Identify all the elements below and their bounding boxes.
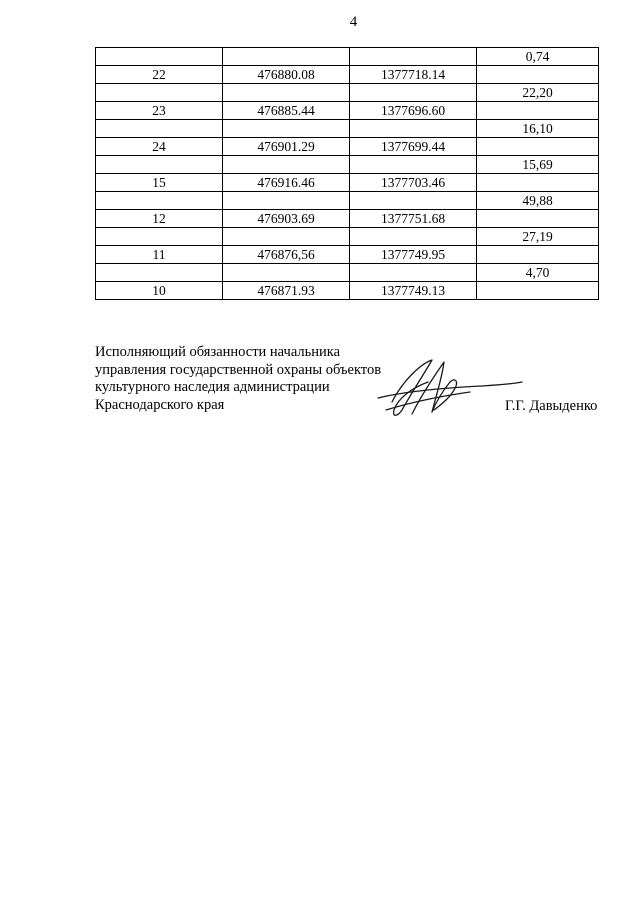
coordinate-cell bbox=[223, 120, 350, 138]
distance-cell bbox=[477, 246, 599, 264]
coordinate-cell bbox=[350, 192, 477, 210]
coordinate-cell bbox=[223, 156, 350, 174]
signatory-name: Г.Г. Давыденко bbox=[505, 398, 598, 414]
coordinate-cell: 1377696.60 bbox=[350, 102, 477, 120]
distance-cell bbox=[477, 210, 599, 228]
position-line: культурного наследия администрации bbox=[95, 379, 330, 395]
point-number-cell bbox=[96, 84, 223, 102]
coordinate-cell bbox=[350, 156, 477, 174]
point-number-cell: 10 bbox=[96, 282, 223, 300]
coordinate-cell bbox=[350, 264, 477, 282]
coordinate-cell: 1377749.95 bbox=[350, 246, 477, 264]
position-line: управления государственной охраны объектов bbox=[95, 361, 382, 378]
coordinate-cell bbox=[223, 192, 350, 210]
distance-cell bbox=[477, 102, 599, 120]
distance-cell: 27,19 bbox=[477, 228, 599, 246]
point-number-cell: 11 bbox=[96, 246, 223, 264]
distance-cell: 15,69 bbox=[477, 156, 599, 174]
table-row bbox=[96, 246, 599, 264]
coordinate-cell: 1377751.68 bbox=[350, 210, 477, 228]
coordinate-cell bbox=[223, 48, 350, 66]
coordinate-cell: 1377718.14 bbox=[350, 66, 477, 84]
distance-cell: 49,88 bbox=[477, 192, 599, 210]
coordinate-cell: 476901.29 bbox=[223, 138, 350, 156]
distance-cell bbox=[477, 138, 599, 156]
coordinate-cell bbox=[223, 228, 350, 246]
coordinate-cell: 476903.69 bbox=[223, 210, 350, 228]
coordinate-cell bbox=[223, 84, 350, 102]
table-row bbox=[96, 120, 599, 138]
coordinates-table bbox=[95, 47, 599, 300]
point-number-cell bbox=[96, 264, 223, 282]
coordinate-cell bbox=[350, 228, 477, 246]
coordinate-cell: 1377703.46 bbox=[350, 174, 477, 192]
distance-cell: 16,10 bbox=[477, 120, 599, 138]
point-number-cell: 12 bbox=[96, 210, 223, 228]
point-number-cell: 23 bbox=[96, 102, 223, 120]
point-number-cell: 22 bbox=[96, 66, 223, 84]
coordinate-cell bbox=[350, 120, 477, 138]
signatory-position bbox=[95, 344, 381, 414]
coordinate-cell bbox=[350, 48, 477, 66]
table-row bbox=[96, 84, 599, 102]
coordinate-cell: 476880.08 bbox=[223, 66, 350, 84]
table-row bbox=[96, 102, 599, 120]
coordinate-cell: 476876,56 bbox=[223, 246, 350, 264]
point-number-cell bbox=[96, 228, 223, 246]
position-line: Исполняющий обязанности начальника bbox=[95, 344, 341, 360]
distance-cell bbox=[477, 174, 599, 192]
distance-cell: 4,70 bbox=[477, 264, 599, 282]
distance-cell bbox=[477, 66, 599, 84]
table-row bbox=[96, 174, 599, 192]
table-row bbox=[96, 156, 599, 174]
table-row bbox=[96, 66, 599, 84]
point-number-cell: 15 bbox=[96, 174, 223, 192]
coordinate-cell: 1377699.44 bbox=[350, 138, 477, 156]
coordinate-cell bbox=[350, 84, 477, 102]
coordinate-cell: 476885.44 bbox=[223, 102, 350, 120]
distance-cell bbox=[477, 282, 599, 300]
point-number-cell bbox=[96, 156, 223, 174]
coordinate-cell bbox=[223, 264, 350, 282]
distance-cell: 0,74 bbox=[477, 48, 599, 66]
point-number-cell: 24 bbox=[96, 138, 223, 156]
point-number-cell bbox=[96, 120, 223, 138]
distance-cell: 22,20 bbox=[477, 84, 599, 102]
table-row bbox=[96, 48, 599, 66]
table-row bbox=[96, 264, 599, 282]
page-number: 4 bbox=[349, 14, 358, 30]
table-row bbox=[96, 210, 599, 228]
coordinate-cell: 476916.46 bbox=[223, 174, 350, 192]
position-line: Краснодарского края bbox=[95, 396, 225, 413]
point-number-cell bbox=[96, 48, 223, 66]
table-row bbox=[96, 192, 599, 210]
table-row bbox=[96, 228, 599, 246]
point-number-cell bbox=[96, 192, 223, 210]
coordinate-cell: 476871.93 bbox=[223, 282, 350, 300]
table-row bbox=[96, 282, 599, 300]
table-row bbox=[96, 138, 599, 156]
coordinate-cell: 1377749.13 bbox=[350, 282, 477, 300]
